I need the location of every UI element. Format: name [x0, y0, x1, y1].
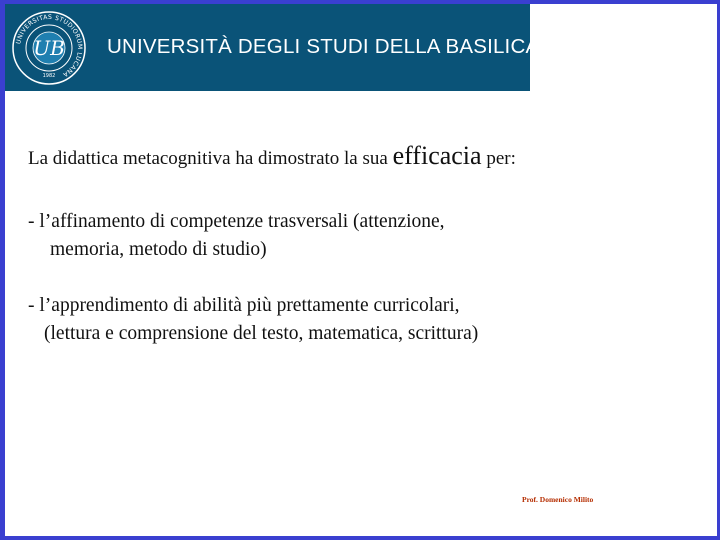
university-banner — [5, 4, 563, 91]
bullet-item — [28, 208, 445, 264]
university-seal-logo — [11, 10, 87, 86]
svg-text:1982: 1982 — [42, 73, 56, 79]
bullet-line-1: l’affinamento di competenze trasversali (attenzione, — [39, 211, 445, 232]
university-name: UNIVERSITÀ DEGLI STUDI DELLA BASILICATA — [107, 35, 563, 58]
bullet-line-2: memoria, metodo di studio) — [50, 239, 267, 260]
bullet-line-2: (lettura e comprensione del testo, matematica, scrittura) — [44, 323, 479, 344]
footer-author: Prof. Domenico Milito — [522, 495, 594, 504]
svg-text:UB: UB — [33, 36, 65, 60]
intro-text-after: per: — [481, 148, 516, 169]
bullet-item — [28, 292, 478, 348]
intro-sentence — [28, 141, 516, 171]
intro-emphasis-word: efficacia — [392, 141, 482, 170]
bullet-line-1: l’apprendimento di abilità più prettamente curricolari, — [39, 295, 460, 316]
bullet-marker: - — [28, 295, 35, 316]
bullet-marker: - — [28, 211, 35, 232]
intro-text-before: La didattica metacognitiva ha dimostrato la sua — [28, 148, 393, 169]
svg-text:UNIVERSITAS STUDIORUM LUCANA: UNIVERSITAS STUDIORUM LUCANA — [15, 13, 84, 79]
